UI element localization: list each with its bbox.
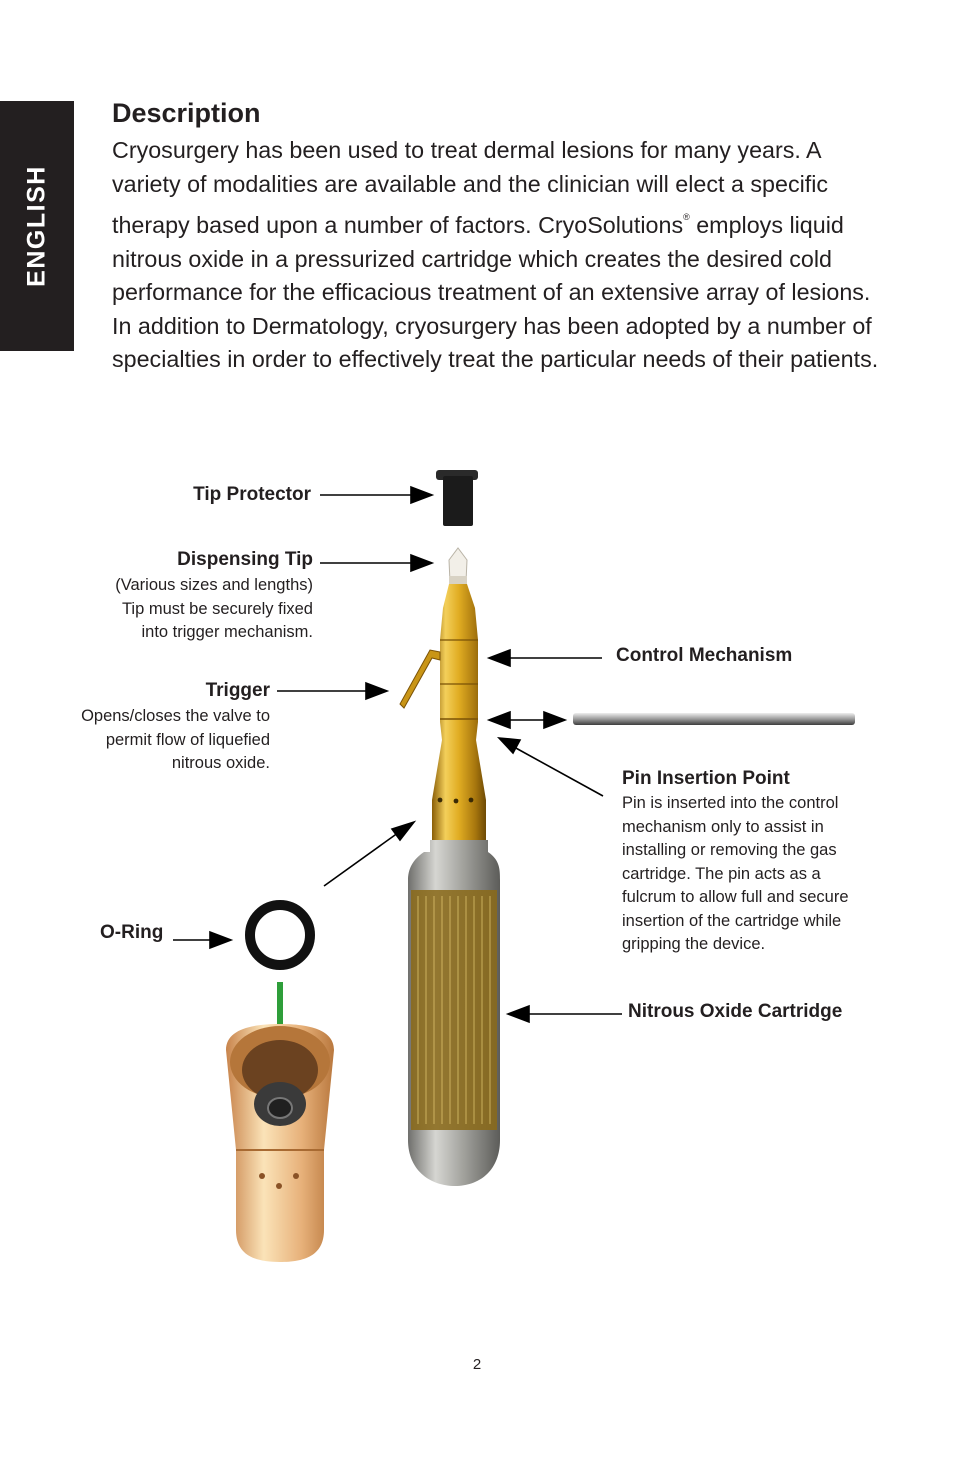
dispensing-tip-part bbox=[449, 548, 467, 584]
pin-note-line: cartridge. The pin acts as a bbox=[622, 864, 821, 883]
trigger-note-line: permit flow of liquefied bbox=[105, 730, 270, 749]
pin-note-line: gripping the device. bbox=[622, 935, 766, 953]
trigger-note-line: Opens/closes the valve to bbox=[81, 707, 270, 725]
language-tab-label: ENGLISH bbox=[22, 165, 51, 287]
trigger-label: Trigger bbox=[205, 680, 270, 701]
o-ring-label: O-Ring bbox=[100, 922, 164, 943]
dispensing-tip-note bbox=[115, 574, 313, 645]
nitrous-cartridge-part bbox=[408, 840, 500, 1186]
dispensing-tip-label: Dispensing Tip bbox=[177, 549, 313, 570]
description-text-start: Cryosurgery has been used to treat dermal lesions for many years. A variety of modalities are available and the clinician will elect a specific therapy based upon a number of factors. CryoSolutions bbox=[112, 137, 829, 238]
trigger-lever bbox=[400, 650, 440, 708]
dispensing-tip-note-line: into trigger mechanism. bbox=[141, 623, 313, 641]
cartridge-housing-part bbox=[226, 1024, 334, 1262]
registered-mark: ® bbox=[683, 212, 690, 222]
pin-note-line: installing or removing the gas bbox=[622, 841, 837, 859]
pin-note-line: fulcrum to allow full and secure bbox=[622, 888, 849, 906]
description-text-end: employs liquid nitrous oxide in a pressurized cartridge which creates the desired cold performance for the efficacious treatment of an extensive array of lesions. In addition to Dermatology, cryosurgery has been adopted by a number of specialties in order to effectively treat the particular needs of their patients. bbox=[112, 212, 879, 372]
control-mechanism-label: Control Mechanism bbox=[616, 645, 793, 666]
trigger-note bbox=[81, 705, 270, 776]
tip-protector-part bbox=[436, 470, 478, 526]
pin-insertion-point-note bbox=[622, 792, 922, 957]
pin-note-line: insertion of the cartridge while bbox=[622, 911, 842, 930]
pin-note-line: mechanism only to assist in bbox=[622, 817, 824, 836]
dispensing-tip-note-line: (Various sizes and lengths) bbox=[115, 576, 313, 594]
dispensing-tip-note-line: Tip must be securely fixed bbox=[121, 599, 313, 618]
section-title: Description bbox=[112, 98, 261, 128]
o-ring-part bbox=[250, 905, 310, 965]
trigger-note-line: nitrous oxide. bbox=[171, 754, 270, 772]
nitrous-oxide-cartridge-label: Nitrous Oxide Cartridge bbox=[628, 1001, 843, 1022]
page-number: 2 bbox=[472, 1356, 482, 1373]
control-mechanism-part bbox=[432, 584, 486, 840]
tip-protector-label: Tip Protector bbox=[193, 484, 311, 505]
pin-part bbox=[573, 713, 855, 725]
pin-note-line: Pin is inserted into the control bbox=[622, 794, 839, 812]
pin-insertion-point-label: Pin Insertion Point bbox=[622, 768, 790, 789]
